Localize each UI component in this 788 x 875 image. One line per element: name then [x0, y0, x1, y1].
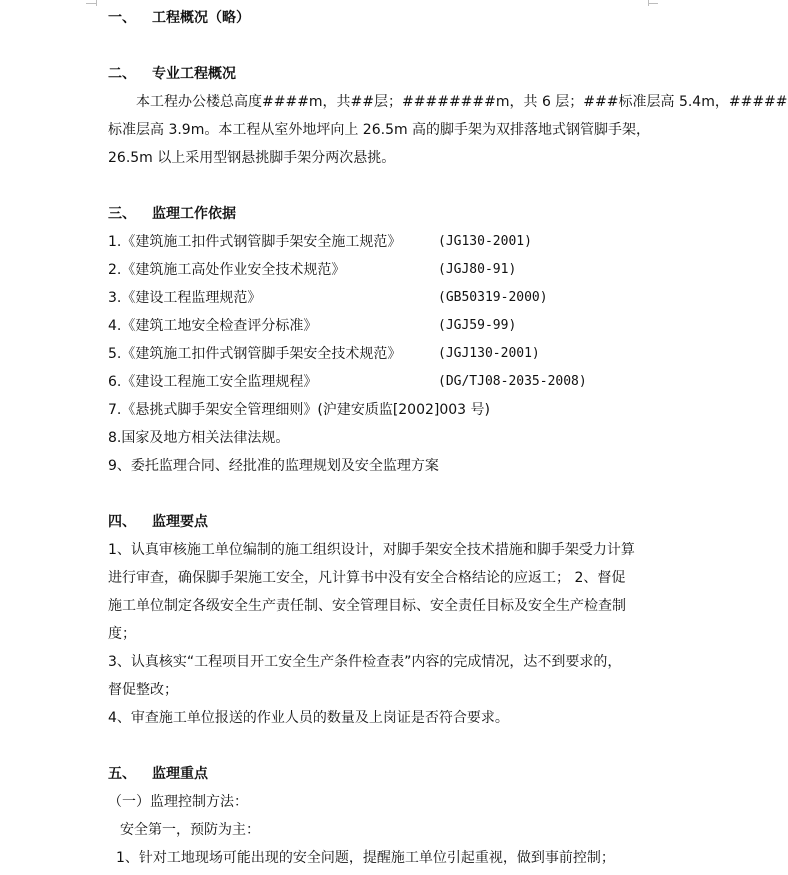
section-title: 工程概况（略）	[152, 10, 250, 26]
crop-mark	[86, 3, 96, 6]
section-title: 监理工作依据	[152, 206, 236, 222]
reference-title: 2.《建筑施工高处作业安全技术规范》	[108, 262, 346, 278]
list-item	[108, 316, 680, 336]
section-number: 一、	[108, 10, 136, 26]
subsection-heading: （一）监理控制方法：	[108, 794, 248, 810]
standard-code: (DG/TJ08-2035-2008)	[438, 374, 587, 389]
reference-title: 5.《建筑施工扣件式钢管脚手架安全技术规范》	[108, 346, 402, 362]
standard-code: (JG130-2001)	[438, 234, 532, 249]
paragraph-line: 督促整改；	[108, 682, 178, 698]
reference-title: 1.《建筑施工扣件式钢管脚手架安全施工规范》	[108, 234, 402, 250]
list-item	[108, 400, 680, 420]
list-item	[108, 344, 680, 364]
paragraph-line: 4、审查施工单位报送的作业人员的数量及上岗证是否符合要求。	[108, 710, 509, 726]
list-item	[108, 456, 680, 476]
section-1-heading	[108, 8, 680, 28]
list-item	[108, 288, 680, 308]
section-2-heading	[108, 64, 680, 84]
list-item	[108, 260, 680, 280]
paragraph-line: 1、针对工地现场可能出现的安全问题，提醒施工单位引起重视，做到事前控制；	[116, 850, 615, 866]
list-item	[108, 428, 680, 448]
paragraph-line: 度；	[108, 626, 136, 642]
section-4-heading	[108, 512, 680, 532]
reference-title: 6.《建设工程施工安全监理规程》	[108, 374, 318, 390]
section-title: 专业工程概况	[152, 66, 236, 82]
section-title: 监理要点	[152, 514, 208, 530]
reference-title: 7.《悬挑式脚手架安全管理细则》(沪建安质监[2002]003 号)	[108, 402, 491, 418]
standard-code: (GB50319-2000)	[438, 290, 548, 305]
paragraph-line: 1、认真审核施工单位编制的施工组织设计，对脚手架安全技术措施和脚手架受力计算	[108, 542, 635, 558]
reference-title: 4.《建筑工地安全检查评分标准》	[108, 318, 318, 334]
crop-mark	[96, 0, 98, 6]
paragraph-line: 进行审查，确保脚手架施工安全，凡计算书中没有安全合格结论的应返工； 2、督促	[108, 570, 626, 586]
section-3-heading	[108, 204, 680, 224]
paragraph-line: 26.5m 以上采用型钢悬挑脚手架分两次悬挑。	[108, 150, 396, 166]
standard-code: (JGJ80-91)	[438, 262, 517, 277]
section-number: 四、	[108, 514, 136, 530]
crop-mark	[648, 0, 650, 6]
reference-title: 8.国家及地方相关法律法规。	[108, 430, 290, 446]
reference-title: 9、委托监理合同、经批准的监理规划及安全监理方案	[108, 458, 439, 474]
motto-line: 安全第一，预防为主：	[120, 822, 260, 838]
section-number: 三、	[108, 206, 136, 222]
paragraph-line: 3、认真核实“工程项目开工安全生产条件检查表”内容的完成情况，达不到要求的，	[108, 654, 622, 670]
paragraph-line: 施工单位制定各级安全生产责任制、安全管理目标、安全责任目标及安全生产检查制	[108, 598, 626, 614]
paragraph-line: 本工程办公楼总高度####m，共##层；########m，共 6 层；###标准层高 5.4m，#####	[136, 94, 788, 110]
list-item	[108, 232, 680, 252]
section-5-heading	[108, 764, 680, 784]
section-number: 五、	[108, 766, 136, 782]
standard-code: (JGJ59-99)	[438, 318, 517, 333]
section-title: 监理重点	[152, 766, 208, 782]
standard-code: (JGJ130-2001)	[438, 346, 540, 361]
list-item	[108, 372, 680, 392]
section-number: 二、	[108, 66, 136, 82]
paragraph-line: 标准层高 3.9m。本工程从室外地坪向上 26.5m 高的脚手架为双排落地式钢管脚手架，	[108, 122, 651, 138]
reference-title: 3.《建设工程监理规范》	[108, 290, 262, 306]
